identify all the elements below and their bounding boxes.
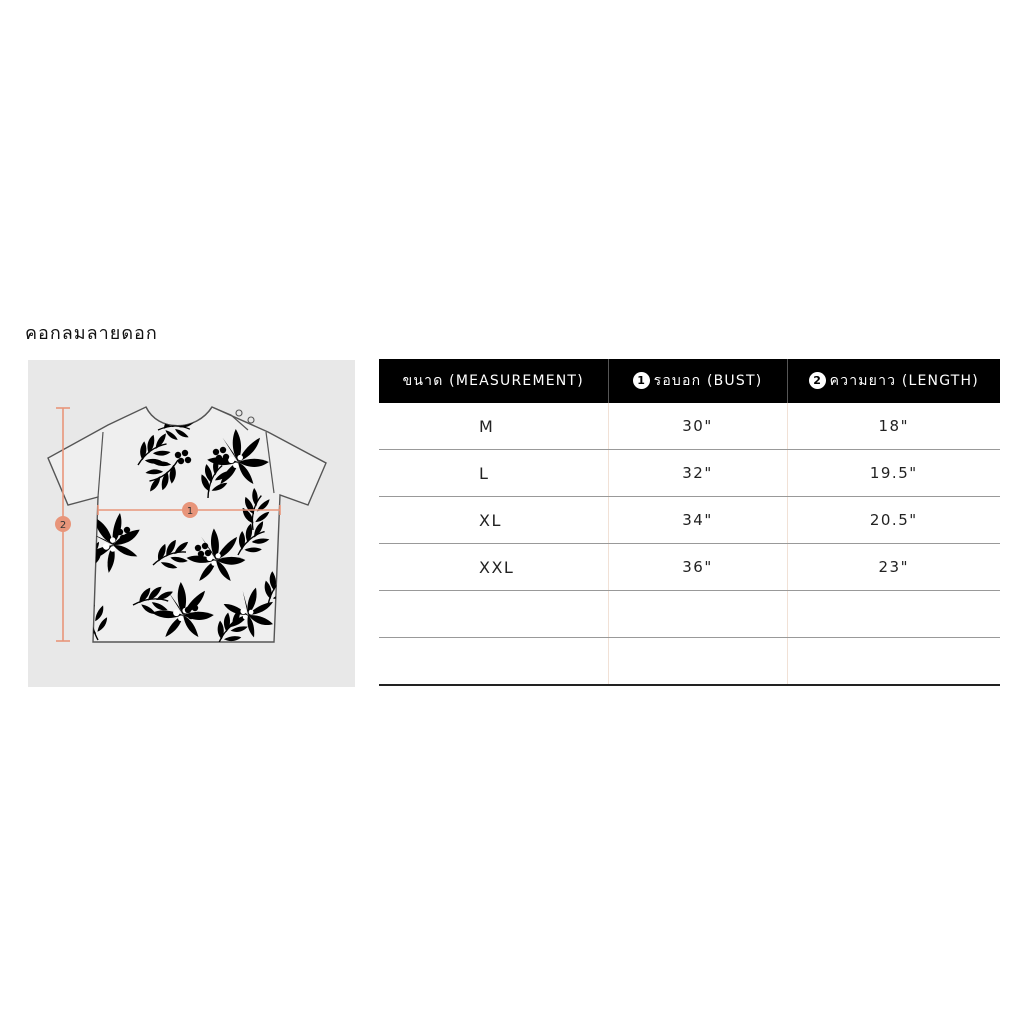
length-cell [787, 638, 1000, 686]
bust-cell: 30" [608, 403, 787, 450]
bust-cell: 34" [608, 497, 787, 544]
header-bust [608, 359, 787, 403]
length-cell: 19.5" [787, 450, 1000, 497]
length-cell: 23" [787, 544, 1000, 591]
product-title: คอกลมลายดอก [25, 323, 158, 344]
table-row [379, 591, 1000, 638]
bust-cell: 36" [608, 544, 787, 591]
size-cell: XXL [379, 544, 608, 591]
size-chart-table [379, 359, 1000, 686]
bust-badge: 1 [633, 372, 650, 389]
table-row [379, 638, 1000, 686]
table-row [379, 497, 1000, 544]
marker-1-label: 1 [186, 506, 194, 517]
size-cell: M [379, 403, 608, 450]
table-row [379, 544, 1000, 591]
shirt-diagram-panel [28, 360, 355, 687]
length-cell: 18" [787, 403, 1000, 450]
length-badge: 2 [809, 372, 826, 389]
header-bust-label: รอบอก (BUST) [653, 373, 763, 389]
size-cell [379, 638, 608, 686]
size-cell: XL [379, 497, 608, 544]
bust-cell [608, 638, 787, 686]
size-cell [379, 591, 608, 638]
table-row [379, 403, 1000, 450]
length-cell: 20.5" [787, 497, 1000, 544]
bust-cell [608, 591, 787, 638]
tshirt-illustration [28, 360, 355, 687]
bust-cell: 32" [608, 450, 787, 497]
header-length [787, 359, 1000, 403]
length-guide [55, 408, 71, 641]
table-header-row [379, 359, 1000, 403]
header-measurement: ขนาด (MEASUREMENT) [379, 359, 608, 403]
size-cell: L [379, 450, 608, 497]
length-cell [787, 591, 1000, 638]
shirt-outline [48, 407, 326, 642]
marker-2-label: 2 [59, 520, 67, 531]
header-length-label: ความยาว (LENGTH) [829, 373, 979, 389]
table-row [379, 450, 1000, 497]
